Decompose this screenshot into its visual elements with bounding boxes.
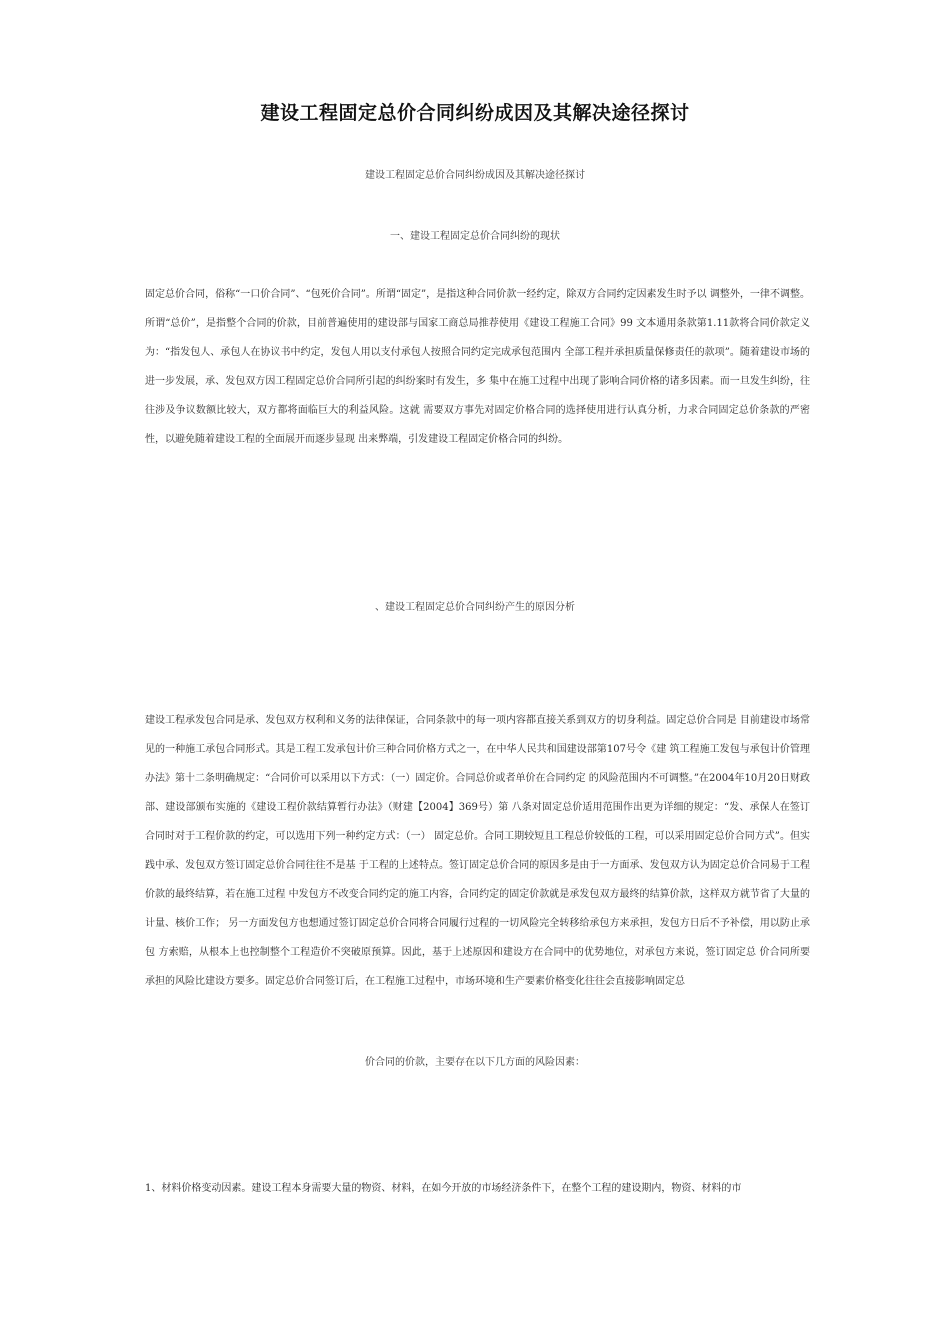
section-paragraph-2-continuation: 价合同的价款，主要存在以下几方面的风险因素：: [365, 1057, 585, 1068]
section-paragraph-1: 固定总价合同，俗称“一口价合同”、“包死价合同”。所谓“固定”，是指这种合同价款一经约定，除双方合同约定因素发生时予以 调整外，一律不调整。所谓“总价”，是指整个合同的价款，目前普遍使用的建设部与国家工商总局推荐使用《建设工程施工合同》99 文本通用条款第1.11款将合同价款定义为：“指发包人、承包人在协议书中约定，发包人用以支付承包人按照合同约定完成承包范围内 全部工程并承担质量保修责任的款项”。随着建设市场的进一步发展，承、发包双方因工程固定总价合同所引起的纠纷案时有发生，多 集中在施工过程中出现了影响合同价格的诸多因素。而一旦发生纠纷，往往涉及争议数额比较大，双方都将面临巨大的利益风险。这就 需要双方事先对固定价格合同的选择使用进行认真分析，力求合同固定总价条款的严密性，以避免随着建设工程的全面展开而逐步显现 出来弊端，引发建设工程固定价格合同的纠纷。: [145, 289, 810, 445]
section-heading-1: 一、建设工程固定总价合同纠纷的现状: [390, 231, 560, 242]
list-item-1: 1、材料价格变动因素。建设工程本身需要大量的物资、材料，在如今开放的市场经济条件下，在整个工程的建设期内，物资、材料的市: [145, 1183, 742, 1194]
section-heading-2: 、建设工程固定总价合同纠纷产生的原因分析: [375, 602, 575, 613]
document-subtitle: 建设工程固定总价合同纠纷成因及其解决途径探讨: [365, 170, 585, 181]
section-paragraph-2: 建设工程承发包合同是承、发包双方权利和义务的法律保证，合同条款中的每一项内容都直接关系到双方的切身利益。固定总价合同是 目前建设市场常见的一种施工承包合同形式。其是工程工发承包计价三种合同价格方式之一，在中华人民共和国建设部第107号令《建 筑工程施工发包与承包计价管理办法》第十二条明确规定：“合同价可以采用以下方式：（一）固定价。合同总价或者单价在合同约定 的风险范围内不可调整。”在2004年10月20日财政部、建设部颁布实施的《建设工程价款结算暂行办法》（财建【2004】369号）第 八条对固定总价适用范围作出更为详细的规定：“发、承保人在签订合同时对于工程价款的约定，可以选用下列一种约定方式：（一） 固定总价。合同工期较短且工程总价较低的工程，可以采用固定总价合同方式”。但实践中承、发包双方签订固定总价合同往往不是基 于工程的上述特点。签订固定总价合同的原因多是由于一方面承、发包双方认为固定总价合同易于工程价款的最终结算，若在施工过程 中发包方不改变合同约定的施工内容，合同约定的固定价款就是承发包双方最终的结算价款，这样双方就节省了大量的计量、核价工作； 另一方面发包方也想通过签订固定总价合同将合同履行过程的一切风险完全转移给承包方来承担，发包方日后不予补偿，用以防止承包 方索赔，从根本上也控制整个工程造价不突破原预算。因此，基于上述原因和建设方在合同中的优势地位，对承包方来说，签订固定总 价合同所要承担的风险比建设方要多。固定总价合同签订后，在工程施工过程中，市场环境和生产要素价格变化往往会直接影响固定总: [145, 715, 810, 987]
page-title: 建设工程固定总价合同纠纷成因及其解决途径探讨: [260, 102, 690, 124]
